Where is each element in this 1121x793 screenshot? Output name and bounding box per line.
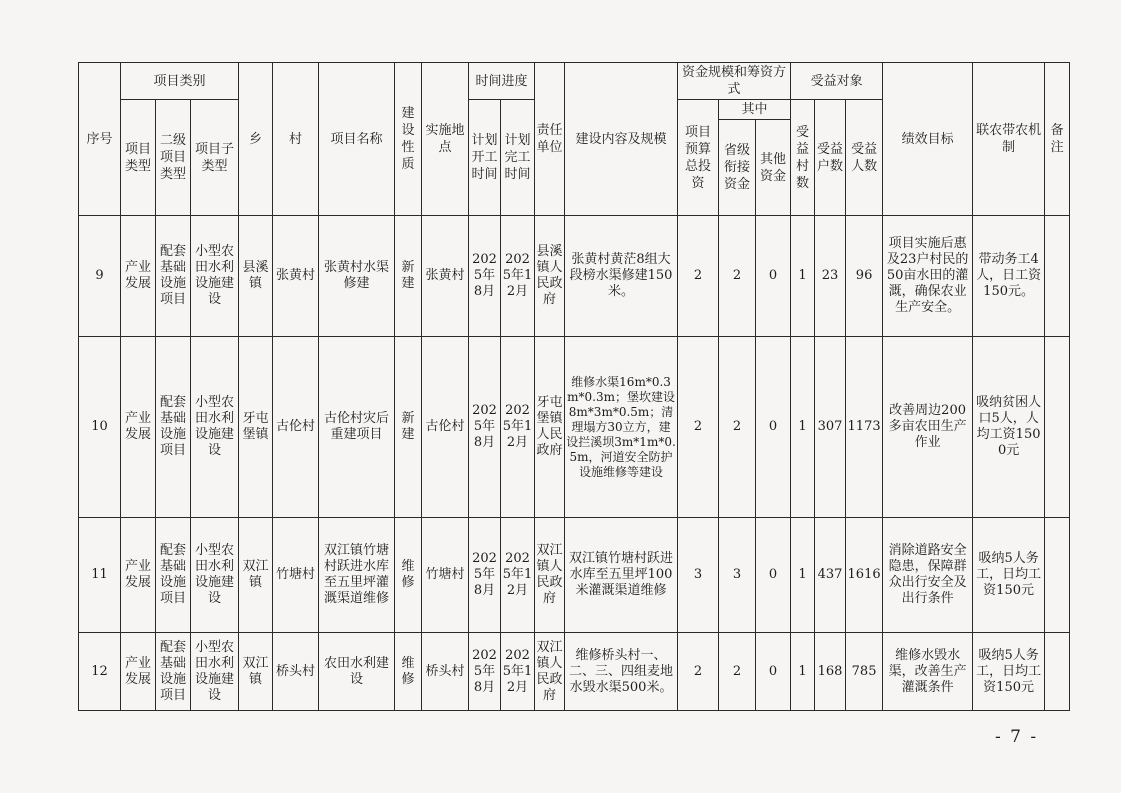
cell-content-scale: 双江镇竹塘村跃进水库至五里坪100米灌溉渠道维修 [565, 518, 678, 633]
cell-construction-nature: 新建 [395, 216, 422, 337]
cell-beneficiary-villages: 1 [791, 518, 815, 633]
cell-start-time: 2025年8月 [469, 216, 501, 337]
cell-content-scale: 张黄村黄茫8组大段榜水渠修建150米。 [565, 216, 678, 337]
cell-other-funds: 0 [756, 518, 791, 633]
cell-village: 竹塘村 [273, 518, 319, 633]
header-subcategory: 项目子类型 [191, 100, 239, 216]
header-beneficiary-villages: 受益村数 [791, 100, 815, 216]
header-funding-group: 资金规模和筹资方式 [678, 63, 791, 100]
cell-location: 张黄村 [422, 216, 469, 337]
cell-beneficiary-villages: 1 [791, 633, 815, 711]
cell-project-name: 双江镇竹塘村跃进水库至五里坪灌溉渠道维修 [319, 518, 395, 633]
cell-provincial-funds: 2 [719, 216, 756, 337]
cell-other-funds: 0 [756, 337, 791, 518]
cell-beneficiary-people: 1616 [846, 518, 883, 633]
cell-end-time: 2025年12月 [501, 337, 535, 518]
table-row [79, 337, 1070, 518]
cell-beneficiary-people: 1173 [846, 337, 883, 518]
cell-beneficiary-people: 785 [846, 633, 883, 711]
cell-other-funds: 0 [756, 216, 791, 337]
cell-township: 牙屯堡镇 [239, 337, 273, 518]
cell-end-time: 2025年12月 [501, 633, 535, 711]
header-performance-goal: 绩效目标 [883, 63, 973, 216]
cell-responsible-unit: 双江镇人民政府 [535, 633, 565, 711]
cell-construction-nature: 维修 [395, 633, 422, 711]
table-row [79, 518, 1070, 633]
cell-responsible-unit: 牙屯堡镇人民政府 [535, 337, 565, 518]
cell-construction-nature: 维修 [395, 518, 422, 633]
header-project-name: 项目名称 [319, 63, 395, 216]
page-number: - 7 - [995, 727, 1039, 747]
cell-project-name: 农田水利建设 [319, 633, 395, 711]
cell-provincial-funds: 2 [719, 633, 756, 711]
header-beneficiary-households: 受益户数 [815, 100, 846, 216]
cell-subcategory: 小型农田水利设施建设 [191, 337, 239, 518]
header-schedule-group: 时间进度 [469, 63, 535, 100]
header-of-which: 其中 [719, 100, 791, 120]
cell-beneficiary-households: 168 [815, 633, 846, 711]
cell-construction-nature: 新建 [395, 337, 422, 518]
cell-linkage-mechanism: 吸纳5人务工，日均工资150元 [973, 633, 1045, 711]
cell-township: 双江镇 [239, 633, 273, 711]
cell-secondary-category: 配套基础设施项目 [156, 216, 191, 337]
cell-subcategory: 小型农田水利设施建设 [191, 216, 239, 337]
header-location: 实施地点 [422, 63, 469, 216]
header-township: 乡 [239, 63, 273, 216]
cell-secondary-category: 配套基础设施项目 [156, 518, 191, 633]
cell-location: 古伦村 [422, 337, 469, 518]
cell-project-name: 古伦村灾后重建项目 [319, 337, 395, 518]
cell-beneficiary-households: 23 [815, 216, 846, 337]
cell-provincial-funds: 3 [719, 518, 756, 633]
cell-seq: 9 [79, 216, 121, 337]
cell-beneficiary-households: 437 [815, 518, 846, 633]
cell-seq: 10 [79, 337, 121, 518]
cell-remarks [1045, 633, 1070, 711]
cell-performance-goal: 消除道路安全隐患，保障群众出行安全及出行条件 [883, 518, 973, 633]
header-remarks: 备注 [1045, 63, 1070, 216]
cell-start-time: 2025年8月 [469, 633, 501, 711]
cell-project-name: 张黄村水渠修建 [319, 216, 395, 337]
header-provincial-funds: 省级衔接资金 [719, 120, 756, 216]
header-secondary-category: 二级项目类型 [156, 100, 191, 216]
cell-start-time: 2025年8月 [469, 518, 501, 633]
table-row [79, 216, 1070, 337]
cell-category: 产业发展 [121, 337, 156, 518]
cell-total-investment: 2 [678, 337, 719, 518]
cell-end-time: 2025年12月 [501, 518, 535, 633]
header-other-funds: 其他资金 [756, 120, 791, 216]
cell-other-funds: 0 [756, 633, 791, 711]
cell-location: 桥头村 [422, 633, 469, 711]
cell-village: 桥头村 [273, 633, 319, 711]
cell-linkage-mechanism: 吸纳5人务工，日均工资150元 [973, 518, 1045, 633]
header-linkage-mechanism: 联农带农机制 [973, 63, 1045, 216]
header-end-time: 计划完工时间 [501, 100, 535, 216]
header-responsible-unit: 责任单位 [535, 63, 565, 216]
cell-location: 竹塘村 [422, 518, 469, 633]
cell-seq: 12 [79, 633, 121, 711]
cell-responsible-unit: 双江镇人民政府 [535, 518, 565, 633]
cell-end-time: 2025年12月 [501, 216, 535, 337]
cell-secondary-category: 配套基础设施项目 [156, 633, 191, 711]
header-start-time: 计划开工时间 [469, 100, 501, 216]
header-beneficiary-people: 受益人数 [846, 100, 883, 216]
cell-linkage-mechanism: 吸纳贫困人口5人，人均工资1500元 [973, 337, 1045, 518]
table-row [79, 633, 1070, 711]
cell-village: 张黄村 [273, 216, 319, 337]
cell-responsible-unit: 县溪镇人民政府 [535, 216, 565, 337]
cell-township: 双江镇 [239, 518, 273, 633]
cell-content-scale: 维修桥头村一、二、三、四组麦地水毁水渠500米。 [565, 633, 678, 711]
header-total-investment: 项目预算总投资 [678, 100, 719, 216]
header-content-scale: 建设内容及规模 [565, 63, 678, 216]
cell-total-investment: 2 [678, 216, 719, 337]
header-village: 村 [273, 63, 319, 216]
cell-beneficiary-people: 96 [846, 216, 883, 337]
cell-seq: 11 [79, 518, 121, 633]
cell-performance-goal: 项目实施后惠及23户村民的50亩水田的灌溉，确保农业生产安全。 [883, 216, 973, 337]
cell-township: 县溪镇 [239, 216, 273, 337]
cell-linkage-mechanism: 带动务工4人，日工资150元。 [973, 216, 1045, 337]
cell-subcategory: 小型农田水利设施建设 [191, 633, 239, 711]
cell-performance-goal: 改善周边200多亩农田生产作业 [883, 337, 973, 518]
cell-provincial-funds: 2 [719, 337, 756, 518]
cell-beneficiary-households: 307 [815, 337, 846, 518]
header-construction-nature: 建设性质 [395, 63, 422, 216]
header-category: 项目类型 [121, 100, 156, 216]
cell-category: 产业发展 [121, 216, 156, 337]
cell-total-investment: 2 [678, 633, 719, 711]
cell-content-scale: 维修水渠16m*0.3m*0.3m；堡坎建设8m*3m*0.5m；清理塌方30立方，建设拦溪坝3m*1m*0.5m，河道安全防护设施维修等建设 [565, 337, 678, 518]
header-category-group: 项目类别 [121, 63, 239, 100]
cell-remarks [1045, 337, 1070, 518]
cell-subcategory: 小型农田水利设施建设 [191, 518, 239, 633]
header-seq: 序号 [79, 63, 121, 216]
cell-category: 产业发展 [121, 633, 156, 711]
cell-beneficiary-villages: 1 [791, 216, 815, 337]
cell-village: 古伦村 [273, 337, 319, 518]
cell-remarks [1045, 518, 1070, 633]
cell-secondary-category: 配套基础设施项目 [156, 337, 191, 518]
project-table [78, 62, 1070, 711]
header-beneficiary-group: 受益对象 [791, 63, 883, 100]
cell-category: 产业发展 [121, 518, 156, 633]
cell-remarks [1045, 216, 1070, 337]
cell-start-time: 2025年8月 [469, 337, 501, 518]
cell-performance-goal: 维修水毁水渠，改善生产灌溉条件 [883, 633, 973, 711]
cell-total-investment: 3 [678, 518, 719, 633]
cell-beneficiary-villages: 1 [791, 337, 815, 518]
